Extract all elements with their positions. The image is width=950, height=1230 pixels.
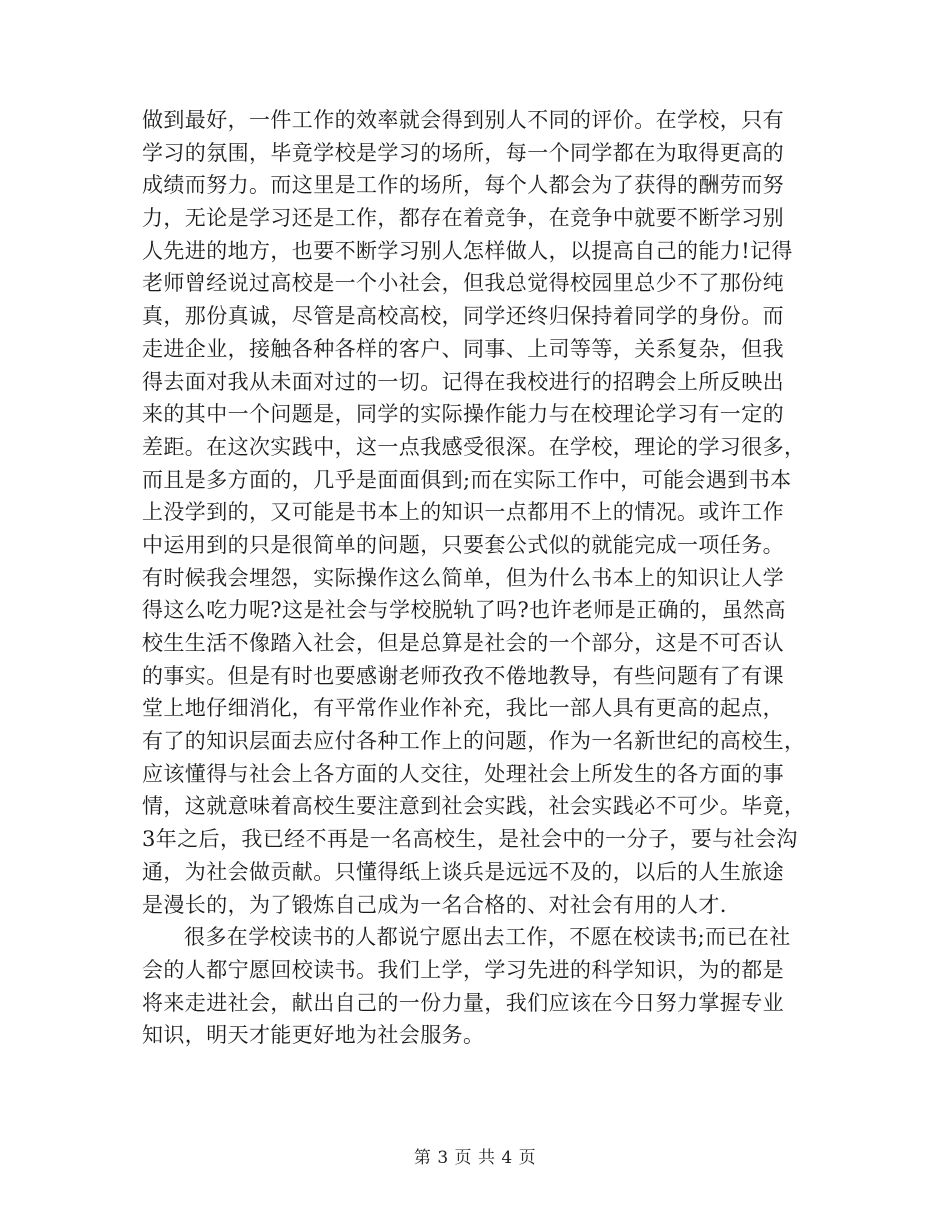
text-line: 而且是多方面的，几乎是面面俱到;而在实际工作中，可能会遇到书本 <box>142 467 792 492</box>
text-line: 很多在学校读书的人都说宁愿出去工作，不愿在校读书;而已在社 <box>184 925 791 950</box>
text-line: 3年之后，我已经不再是一名高校生，是社会中的一分子，要与社会沟 <box>142 827 798 852</box>
text-line: 情，这就意味着高校生要注意到社会实践，社会实践必不可少。毕竟， <box>142 794 806 819</box>
text-line: 得这么吃力呢?这是社会与学校脱轨了吗?也许老师是正确的，虽然高 <box>142 598 786 623</box>
paragraph-2 <box>142 921 814 1052</box>
text-line: 堂上地仔细消化，有平常作业作补充，我比一部人具有更高的起点， <box>142 696 784 721</box>
text-line: 会的人都宁愿回校读书。我们上学，学习先进的科学知识，为的都是 <box>142 957 784 982</box>
text-line: 有时候我会埋怨，实际操作这么简单，但为什么书本上的知识让人学 <box>142 565 784 590</box>
text-line: 成绩而努力。而这里是工作的场所，每个人都会为了获得的酬劳而努 <box>142 173 784 198</box>
paragraph-1 <box>142 104 814 921</box>
text-line: 的事实。但是有时也要感谢老师孜孜不倦地教导，有些问题有了有课 <box>142 663 784 688</box>
text-line: 有了的知识层面去应付各种工作上的问题，作为一名新世纪的高校生， <box>142 729 806 754</box>
text-line: 将来走进社会，献出自己的一份力量，我们应该在今日努力掌握专业 <box>142 990 784 1015</box>
text-line: 人先进的地方，也要不断学习别人怎样做人，以提高自己的能力!记得 <box>142 238 793 263</box>
document-body <box>142 104 814 1052</box>
text-line: 中运用到的只是很简单的问题，只要套公式似的就能完成一项任务。 <box>142 532 784 557</box>
text-line: 老师曾经说过高校是一个小社会，但我总觉得校园里总少不了那份纯 <box>142 271 784 296</box>
text-line: 通，为社会做贡献。只懂得纸上谈兵是远远不及的，以后的人生旅途 <box>142 859 784 884</box>
text-line: 得去面对我从未面对过的一切。记得在我校进行的招聘会上所反映出 <box>142 369 784 394</box>
text-line: 是漫长的，为了锻炼自己成为一名合格的、对社会有用的人才. <box>142 892 727 917</box>
text-line: 知识，明天才能更好地为社会服务。 <box>142 1023 485 1048</box>
text-line: 做到最好，一件工作的效率就会得到别人不同的评价。在学校，只有 <box>142 108 784 132</box>
text-line: 来的其中一个问题是，同学的实际操作能力与在校理论学习有一定的 <box>142 402 784 427</box>
text-line: 走进企业，接触各种各样的客户、同事、上司等等，关系复杂，但我 <box>142 336 784 361</box>
text-line: 校生生活不像踏入社会，但是总算是社会的一个部分，这是不可否认 <box>142 631 784 655</box>
text-line: 应该懂得与社会上各方面的人交往，处理社会上所发生的各方面的事 <box>142 761 784 786</box>
text-line: 学习的氛围，毕竟学校是学习的场所，每一个同学都在为取得更高的 <box>142 140 784 165</box>
text-line: 真，那份真诚，尽管是高校高校，同学还终归保持着同学的身份。而 <box>142 304 784 329</box>
text-line: 差距。在这次实践中，这一点我感受很深。在学校，理论的学习很多， <box>142 434 806 459</box>
text-line: 力，无论是学习还是工作，都存在着竞争，在竞争中就要不断学习别 <box>142 206 784 231</box>
page-number-footer: 第 3 页 共 4 页 <box>413 1148 537 1168</box>
text-line: 上没学到的，又可能是书本上的知识一点都用不上的情况。或许工作 <box>142 500 784 525</box>
